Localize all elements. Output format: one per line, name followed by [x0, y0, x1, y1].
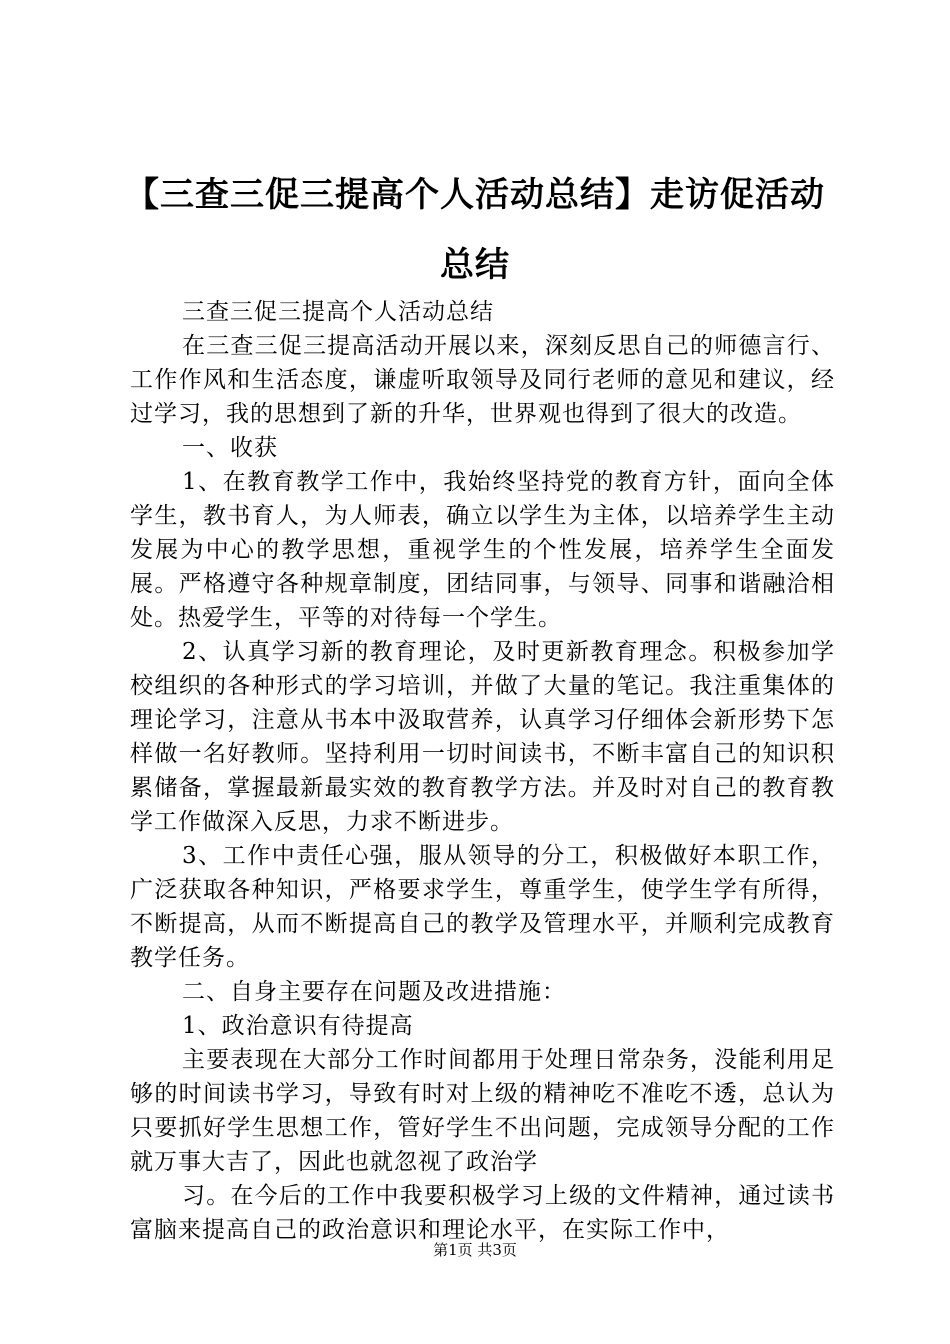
paragraph-gain-3: 3、工作中责任心强，服从领导的分工，积极做好本职工作，广泛获取各种知识，严格要求学生，尊重学生，使学生学有所得，不断提高，从而不断提高自己的教学及管理水平，并顺利完成教育教学任务。 — [130, 843, 835, 971]
paragraph-subtitle: 三查三促三提高个人活动总结 — [182, 299, 494, 325]
paragraph-intro: 在三查三促三提高活动开展以来，深刻反思自己的师德言行、工作作风和生活态度，谦虚听取领导及同行老师的意见和建议，经过学习，我的思想到了新的升华，世界观也得到了很大的改造。 — [130, 333, 835, 427]
paragraph-improvement-1: 习。在今后的工作中我要积极学习上级的文件精神，通过读书富脑来提高自己的政治意识和理论水平，在实际工作中， — [130, 1183, 835, 1243]
section-heading-gains: 一、收获 — [182, 435, 278, 461]
paragraph-gain-2: 2、认真学习新的教育理论，及时更新教育理念。积极参加学校组织的各种形式的学习培训，并做了大量的笔记。我注重集体的理论学习，注意从书本中汲取营养，认真学习仔细体会新形势下怎样做一名好教师。坚持利用一切时间读书，不断丰富自己的知识积累储备，掌握最新最实效的教育教学方法。并及时对自己的教育教学工作做深入反思，力求不断进步。 — [130, 639, 835, 835]
subheading-political-awareness: 1、政治意识有待提高 — [182, 1013, 414, 1039]
document-title: 【三查三促三提高个人活动总结】走访促活动总结 — [125, 175, 825, 285]
section-heading-problems: 二、自身主要存在问题及改进措施： — [182, 979, 566, 1005]
document-body — [130, 295, 835, 1247]
paragraph-problem-1: 主要表现在大部分工作时间都用于处理日常杂务，没能利用足够的时间读书学习，导致有时对上级的精神吃不准吃不透，总认为只要抓好学生思想工作，管好学生不出问题，完成领导分配的工作就万事大吉了，因此也就忽视了政治学 — [130, 1047, 835, 1175]
paragraph-gain-1: 1、在教育教学工作中，我始终坚持党的教育方针，面向全体学生，教书育人，为人师表，确立以学生为主体，以培养学生主动发展为中心的教学思想，重视学生的个性发展，培养学生全面发展。严格遵守各种规章制度，团结同事，与领导、同事和谐融洽相处。热爱学生，平等的对待每一个学生。 — [130, 469, 835, 631]
page-footer: 第1页 共3页 — [433, 1241, 517, 1259]
